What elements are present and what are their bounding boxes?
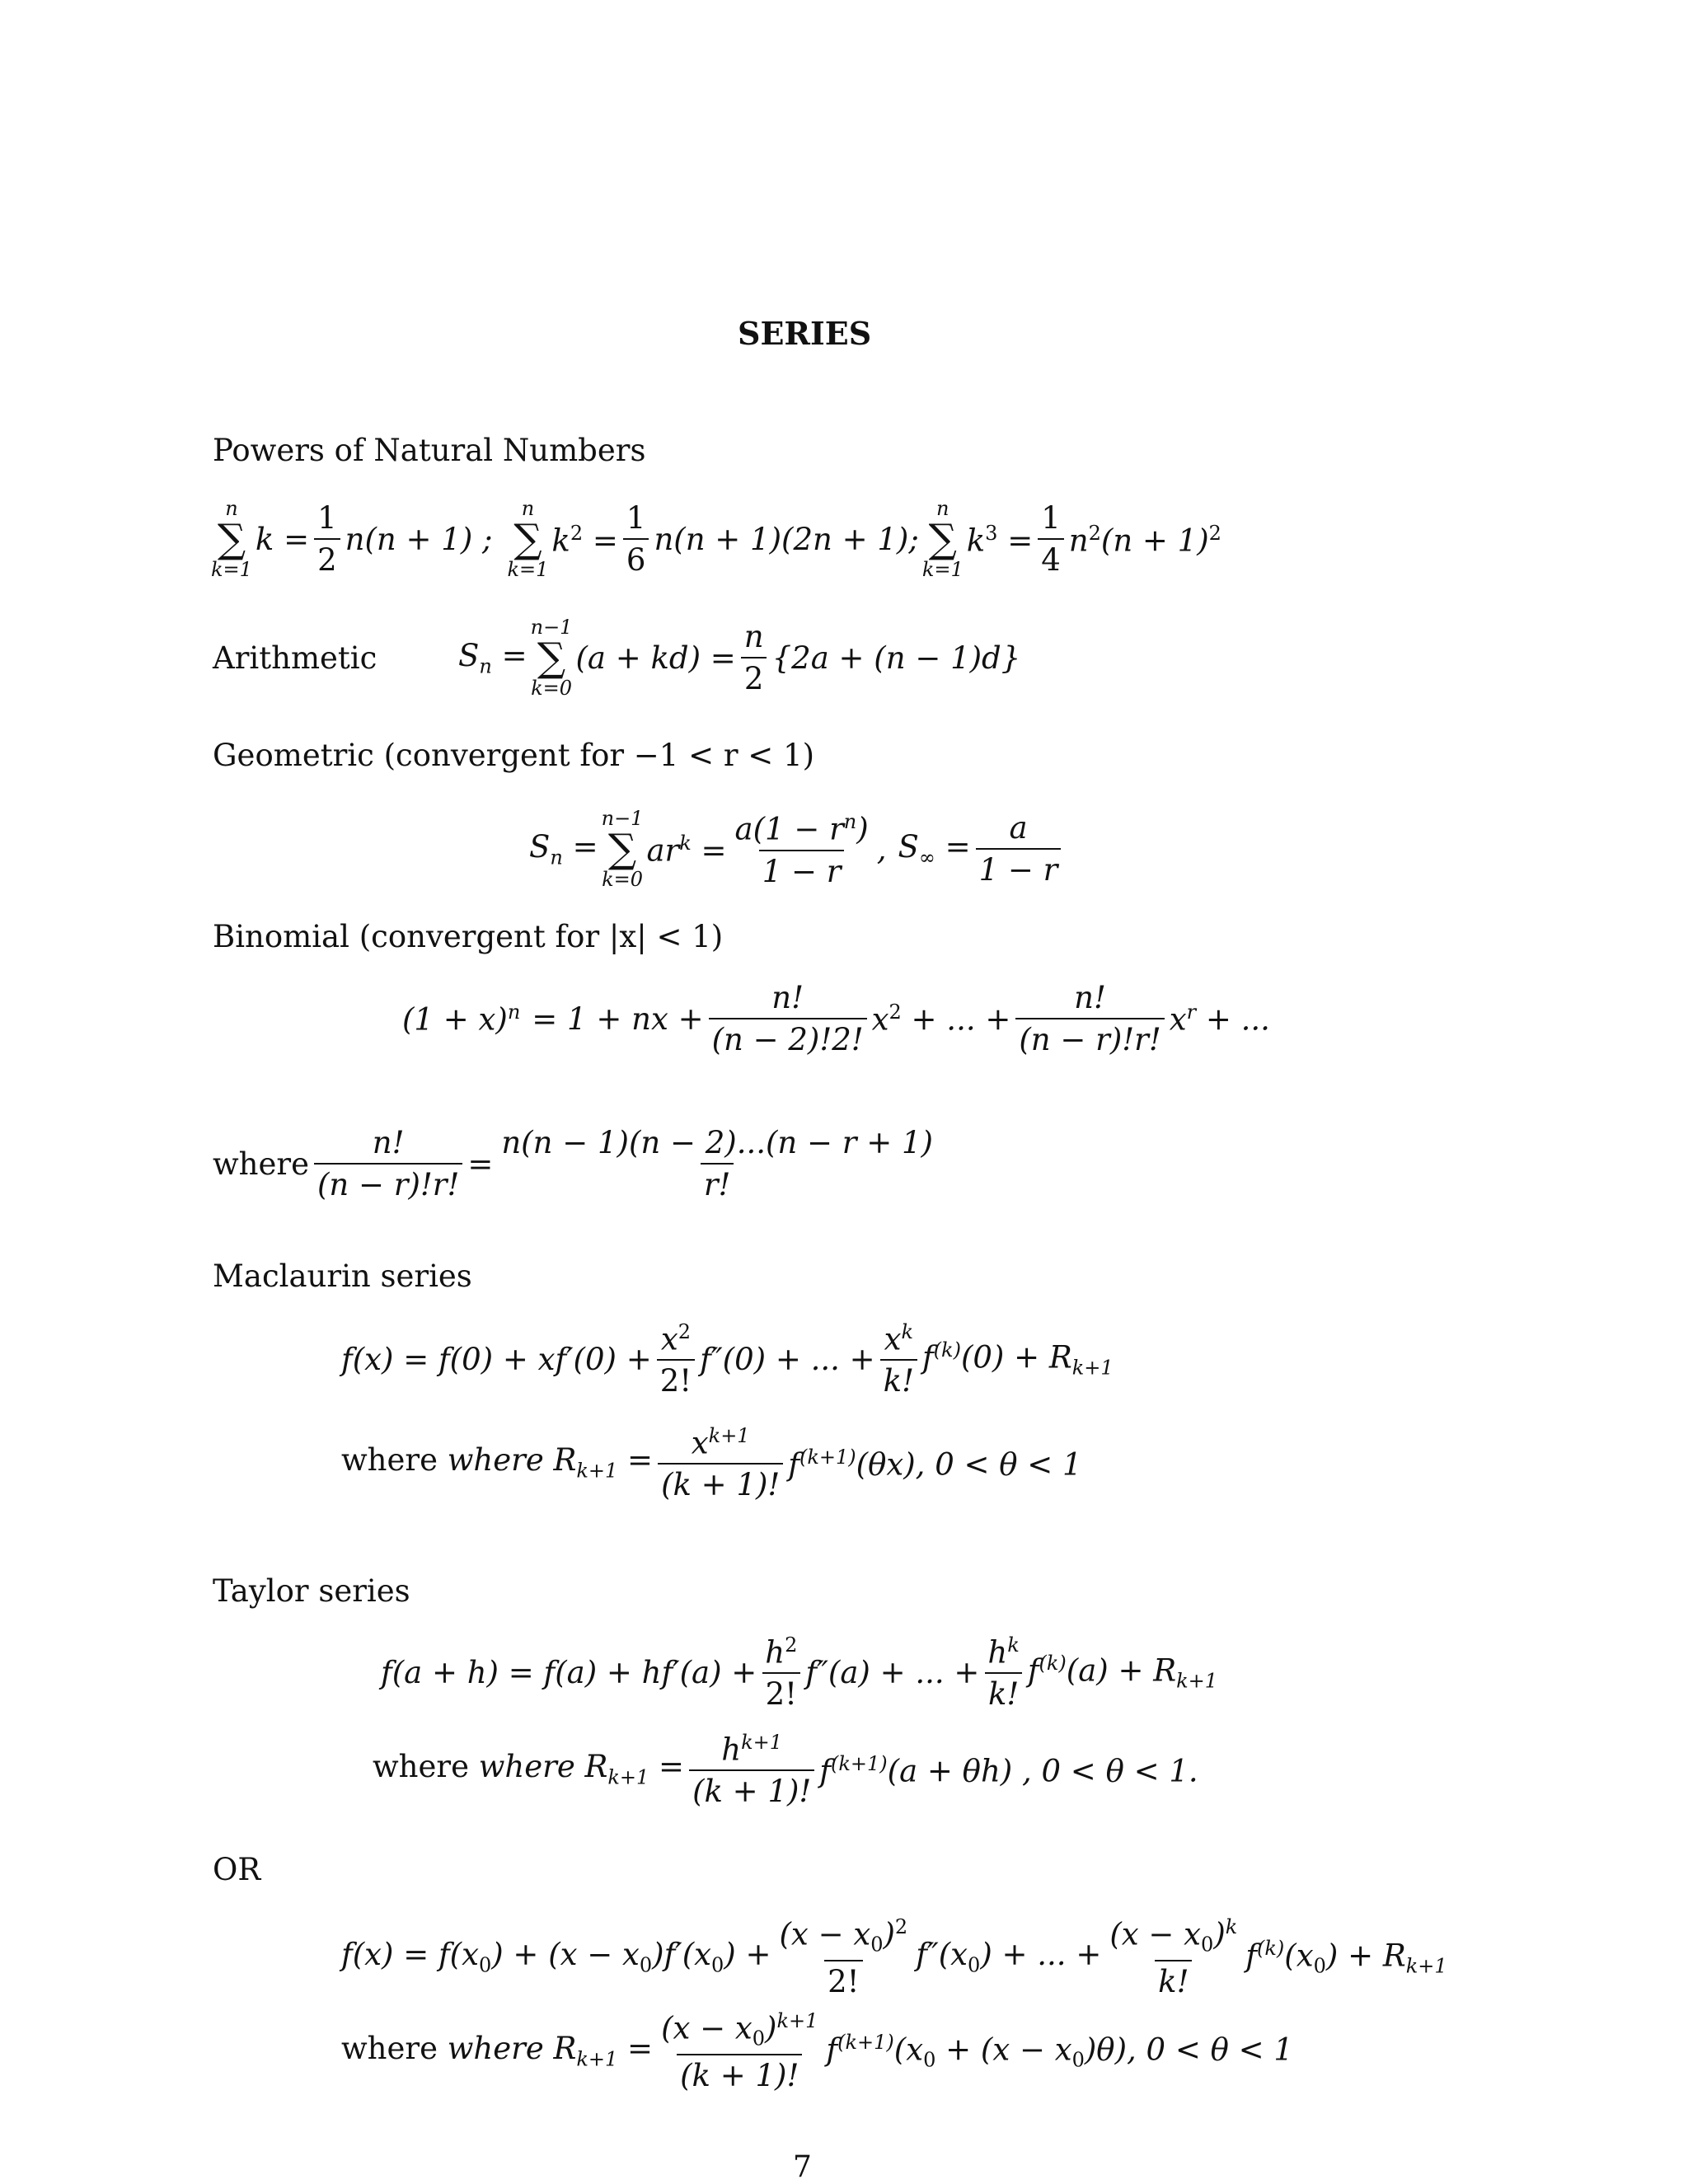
fraction: $\frac{n!}{(n - 2)!2!}$	[709, 982, 867, 1055]
taylor-alt-formula: $f(x) = f(x_0) + (x - x_0)f'(x_0)$ + $\frac{(x - x_0)^2}{2!}$ $f''(x_0)$ + ... + $\frac{(x - x_0)^k}{k!}$ $f^{(k)}(x_0) + R_{k+1}$	[341, 1915, 1447, 1999]
fraction: $\frac{a}{1 - r}$	[976, 813, 1062, 885]
sum-symbol: n−1 ∑ k=0	[601, 807, 644, 892]
section-heading-binomial: Binomial (convergent for |x| < 1)	[213, 919, 724, 954]
arithmetic-formula: $S_n$ = n−1 ∑ k=0 (a + kd) = $\frac{n}{2}$ {2a + (n − 1)d}	[458, 616, 1021, 701]
fraction: $\frac{(x - x_0)^2}{2!}$	[779, 1915, 908, 1999]
section-heading-arithmetic: Arithmetic	[213, 640, 377, 676]
section-heading-powers: Powers of Natural Numbers	[213, 433, 646, 468]
sum-symbol: n−1 ∑ k=0	[530, 616, 573, 701]
section-heading-geometric: Geometric (convergent for −1 < r < 1)	[213, 738, 815, 773]
page-title: SERIES	[738, 315, 872, 352]
taylor-formula: f(a + h) = f(a) + hf′(a) + $\frac{h^2}{2!}$ f″(a) + ... + $\frac{h^k}{k!}$ $f^{(k)}(a) + R_{k+1}$	[381, 1633, 1218, 1713]
taylor-alt-remainder: where where $R_{k+1}$ = $\frac{(x - x_0)^{k+1}}{(k + 1)!}$ $f^{(k+1)}(x_0 + (x - x_0)\theta)$, 0 < θ < 1	[341, 2009, 1293, 2093]
fraction: $\frac{a(1 - r^n)}{1 - r}$	[734, 810, 869, 889]
fraction: $\frac{n!}{(n - r)!r!}$	[1015, 982, 1164, 1055]
fraction: $\frac{(x - x_0)^{k+1}}{(k + 1)!}$	[661, 2009, 818, 2093]
sum-symbol: n ∑ k=1	[211, 497, 252, 582]
fraction: $\frac{h^k}{k!}$	[984, 1635, 1022, 1709]
fraction: $\frac{x^{k+1}}{(k + 1)!}$	[658, 1426, 783, 1500]
maclaurin-formula: f(x) = f(0) + xf′(0) + $\frac{x^2}{2!}$ f″(0) + ... + $\frac{x^k}{k!}$ $f^{(k)}(0) + R_{k+1}$	[341, 1320, 1114, 1399]
fraction: $\frac{x^k}{k!}$	[880, 1322, 917, 1396]
fraction: $\frac{(x - x_0)^k}{k!}$	[1109, 1915, 1238, 1999]
fraction: $\frac{n!}{(n - r)!r!}$	[314, 1127, 462, 1200]
fraction: $\frac{h^{k+1}}{(k + 1)!}$	[689, 1732, 814, 1807]
taylor-remainder: where where $R_{k+1}$ = $\frac{h^{k+1}}{(k + 1)!}$ $f^{(k+1)}(a + \theta h)$ , 0 < θ < 1.	[373, 1731, 1198, 1810]
fraction: $\frac{x^2}{2!}$	[657, 1322, 695, 1396]
fraction: $\frac{h^2}{2!}$	[762, 1635, 800, 1709]
sum-symbol: n ∑ k=1	[921, 497, 964, 582]
powers-formula: n ∑ k=1 k = $\frac{1}{2}$ n(n + 1) ; n ∑ k=1 $k^2$ = $\frac{1}{6}$ n(n + 1)(2n + 1); n ∑ k=1 $k^3$ = $\frac{1}{4}$ $n^2(n + 1)^2$	[211, 497, 1221, 582]
page-number: 7	[793, 2150, 812, 2184]
section-heading-taylor: Taylor series	[213, 1573, 410, 1609]
or-label: OR	[213, 1852, 261, 1887]
sum-symbol: n ∑ k=1	[507, 497, 549, 582]
fraction: $\frac{1}{4}$	[1038, 503, 1064, 575]
section-heading-maclaurin: Maclaurin series	[213, 1258, 472, 1294]
fraction: $\frac{1}{6}$	[623, 503, 649, 575]
binomial-where-formula: where $\frac{n!}{(n - r)!r!}$ = $\frac{n(n - 1)(n - 2)...(n - r + 1)}{r!}$	[213, 1127, 941, 1200]
fraction: $\frac{n(n - 1)(n - 2)...(n - r + 1)}{r!}$	[501, 1125, 933, 1202]
geometric-formula: $S_n$ = n−1 ∑ k=0 $ar^k$ = $\frac{a(1 - r^n)}{1 - r}$ , $S_\infty$ = $\frac{a}{1 - r}$	[529, 808, 1066, 891]
fraction: $\frac{n}{2}$	[741, 621, 767, 694]
binomial-formula: $(1 + x)^n$ = 1 + nx + $\frac{n!}{(n - 2)!2!}$ $x^2$ + ... + $\frac{n!}{(n - r)!r!}$ $x^r$ + ...	[402, 980, 1270, 1057]
fraction: $\frac{1}{2}$	[314, 503, 340, 575]
maclaurin-remainder: where where $R_{k+1}$ = $\frac{x^{k+1}}{(k + 1)!}$ $f^{(k+1)}(\theta x)$, 0 < θ < 1	[341, 1424, 1082, 1503]
